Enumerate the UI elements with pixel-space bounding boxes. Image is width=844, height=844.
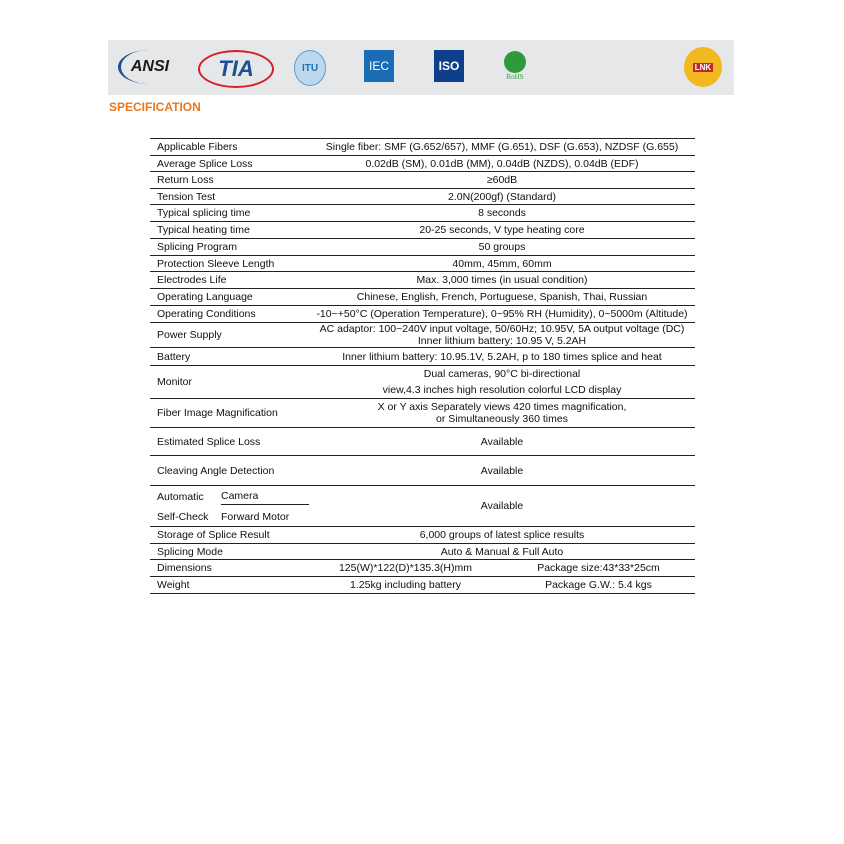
spec-value: Inner lithium battery: 10.95.1V, 5.2AH, p to 180 times splice and heat [342, 350, 662, 363]
spec-value: 1.25kg including battery [350, 579, 461, 591]
spec-value: Chinese, English, French, Portuguese, Spanish, Thai, Russian [356, 291, 648, 303]
spec-label: Operating Language [157, 291, 253, 303]
spec-label: Typical heating time [157, 224, 250, 236]
spec-row [150, 205, 695, 222]
spec-row [150, 323, 695, 348]
spec-label: Power Supply [157, 329, 222, 341]
spec-row [150, 172, 695, 189]
spec-value: Dual cameras, 90°C bi-directional [423, 368, 581, 380]
spec-label: Return Loss [157, 174, 214, 186]
spec-value: Available [480, 435, 524, 448]
spec-value: ≥60dB [486, 174, 518, 186]
spec-row [150, 366, 695, 399]
spec-label: Tension Test [157, 190, 216, 203]
section-heading: SPECIFICATION [109, 100, 201, 114]
spec-value: 50 groups [478, 241, 526, 253]
spec-row [150, 139, 695, 156]
spec-value-2: view,4.3 inches high resolution colorful LCD display [382, 384, 622, 396]
spec-sublabel: Forward Motor [221, 510, 290, 523]
spec-value: 0.02dB (SM), 0.01dB (MM), 0.04dB (NZDS), 0.04dB (EDF) [365, 157, 639, 170]
rohs-logo: RoHS [500, 48, 530, 84]
spec-value: 40mm, 45mm, 60mm [452, 257, 552, 270]
warranty-badge: LNK [684, 47, 722, 87]
iso-logo: ISO [434, 50, 464, 82]
spec-value-2: Package size:43*33*25cm [537, 562, 660, 574]
spec-row [150, 456, 695, 486]
spec-label: Electrodes Life [157, 274, 227, 286]
spec-value: 8 seconds [478, 207, 526, 219]
spec-label: Battery [157, 350, 191, 363]
spec-row [150, 428, 695, 456]
spec-label: Splicing Program [157, 241, 237, 253]
spec-row [150, 222, 695, 239]
spec-label-cont: Self-Check [157, 510, 209, 523]
spec-row [150, 348, 695, 366]
spec-label: Cleaving Angle Detection [157, 464, 275, 477]
spec-label: Automatic [157, 491, 204, 503]
spec-row [150, 544, 695, 560]
spec-value: 125(W)*122(D)*135.3(H)mm [338, 562, 473, 574]
tia-logo: TIA [198, 50, 274, 88]
spec-label: Splicing Mode [157, 545, 223, 558]
spec-label: Average Splice Loss [157, 157, 253, 170]
spec-row [150, 156, 695, 172]
spec-row [150, 527, 695, 544]
spec-row [150, 189, 695, 205]
spec-value: Max. 3,000 times (in usual condition) [416, 274, 588, 286]
spec-table [150, 138, 695, 594]
spec-value: 20-25 seconds, V type heating core [419, 224, 585, 236]
spec-row [150, 256, 695, 272]
itu-logo: ITU [294, 50, 326, 86]
spec-label: Estimated Splice Loss [157, 435, 261, 448]
spec-value-2: Package G.W.: 5.4 kgs [545, 579, 652, 591]
spec-row [150, 289, 695, 306]
spec-row [150, 399, 695, 428]
spec-label: Dimensions [157, 562, 212, 574]
spec-value: Single fiber: SMF (G.652/657), MMF (G.651), DSF (G.653), NZDSF (G.655) [325, 141, 679, 153]
spec-label: Storage of Splice Result [157, 529, 270, 541]
spec-label: Protection Sleeve Length [157, 257, 275, 270]
spec-value-2: or Simultaneously 360 times [436, 413, 568, 425]
spec-value: AC adaptor: 100~240V input voltage, 50/60Hz; 10.95V, 5A output voltage (DC) [319, 323, 685, 335]
spec-row [150, 272, 695, 289]
spec-label: Applicable Fibers [157, 141, 238, 153]
spec-value: -10~+50°C (Operation Temperature), 0~95% RH (Humidity), 0~5000m (Altitude) [316, 308, 688, 320]
spec-value: 2.0N(200gf) (Standard) [448, 190, 556, 203]
spec-sublabel: Camera [221, 490, 309, 505]
spec-row [150, 239, 695, 256]
spec-value: Auto & Manual & Full Auto [440, 545, 564, 558]
spec-row [150, 560, 695, 577]
spec-row [150, 486, 695, 527]
spec-row [150, 577, 695, 594]
iec-logo: IEC [364, 50, 394, 82]
certification-banner [108, 40, 734, 95]
spec-label: Weight [157, 579, 190, 591]
spec-value-2: Inner lithium battery: 10.95 V, 5.2AH [417, 335, 587, 347]
spec-value: 6,000 groups of latest splice results [419, 529, 585, 541]
spec-value: Available [480, 500, 524, 512]
spec-label: Typical splicing time [157, 207, 251, 219]
spec-value: Available [480, 464, 524, 477]
spec-row [150, 306, 695, 323]
spec-label: Operating Conditions [157, 308, 256, 320]
spec-label: Monitor [157, 376, 193, 388]
spec-label: Fiber Image Magnification [157, 407, 278, 419]
ansi-logo: ANSI [118, 50, 179, 84]
spec-value: X or Y axis Separately views 420 times magnification, [377, 401, 627, 413]
